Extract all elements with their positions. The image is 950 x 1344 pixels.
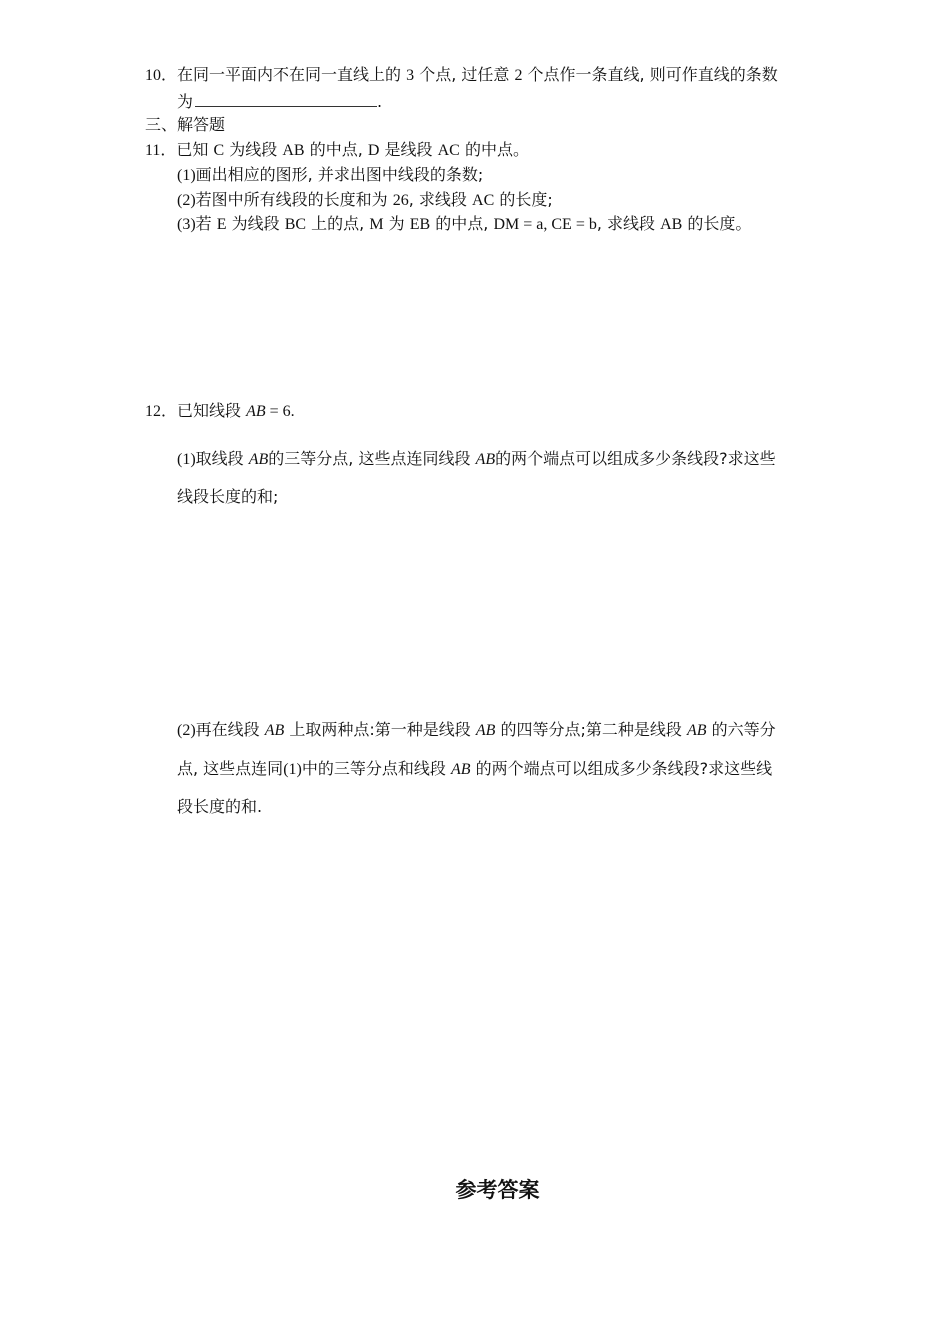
q11-part2-label: (2) [177, 192, 196, 209]
q10-period: . [377, 92, 383, 111]
q11-part3-text: 上的点, [306, 214, 370, 233]
q11-part3-formula: DM = a, CE = b [493, 216, 597, 233]
q11-part2-text: , 求线段 [408, 190, 473, 209]
q12-part2-label: (2) [177, 722, 196, 739]
q10-text-b: 个点, 过任意 [414, 65, 515, 84]
q11-part3-text: 为 [383, 214, 410, 233]
q12-part2-text: 中的三等分点和线段 [301, 759, 451, 778]
q11-part3-text: , 求线段 [596, 214, 661, 233]
q10-num-3: 3 [406, 67, 415, 84]
q10-line1 [145, 65, 778, 86]
q12-part2-var: AB [450, 761, 471, 778]
q12-part2-line1 [177, 720, 776, 741]
q11-part3-label: (3) [177, 216, 196, 233]
q12-part1-text: 的两个端点可以组成多少条线段?求这些 [495, 449, 776, 468]
q11-part2-num: 26 [392, 192, 409, 209]
section-heading: 三、解答题 [145, 115, 226, 134]
q11-text: 已知 [176, 140, 214, 159]
q10-num-2: 2 [514, 67, 523, 84]
q11-var: AB [282, 142, 305, 159]
q11-part3-var: E [216, 216, 227, 233]
q11-part3-text: 若 [195, 214, 217, 233]
q12-part1-var: AB [475, 451, 496, 468]
q11-part3-text: 的长度。 [682, 214, 752, 233]
q10-answer-blank[interactable] [195, 90, 377, 107]
answer-heading: 参考答案 [455, 1178, 540, 1202]
q10-text-d: 个点作一条直线, 则可作直线的条数 [522, 65, 778, 84]
q11-part3-var: M [369, 216, 384, 233]
q11-part1-text: 画出相应的图形, 并求出图中线段的条数; [195, 165, 484, 184]
q12-part2-line3: 段长度的和. [177, 797, 263, 816]
q10-line2 [177, 90, 382, 112]
q12-part2-line2 [177, 759, 772, 780]
q11-part2-var: AC [472, 192, 495, 209]
q11-var: C [213, 142, 225, 159]
q11-part1-label: (1) [177, 167, 196, 184]
q12-part2-ref: (1) [283, 761, 302, 778]
q11-part3-var: EB [409, 216, 431, 233]
q11-number: 11． [145, 142, 177, 159]
q11-text: 是线段 [379, 140, 438, 159]
q11-part3-text: 为线段 [226, 214, 285, 233]
q12-part1-label: (1) [177, 451, 196, 468]
q10-text-wei: 为 [177, 92, 194, 111]
q12-part2-text: 上取两种点:第一种是线段 [284, 720, 476, 739]
q11-text: 的中点, [304, 140, 368, 159]
q11-stem [145, 140, 529, 161]
q12-part1-text: 取线段 [195, 449, 249, 468]
q10-number: 10． [145, 67, 178, 84]
q12-part2-text: 再在线段 [195, 720, 265, 739]
q12-text: 已知线段 [177, 401, 247, 420]
q10-text-a: 在同一平面内不在同一直线上的 [177, 65, 407, 84]
q12-part2-var: AB [475, 722, 496, 739]
q11-part3 [177, 214, 751, 235]
q12-var: AB [246, 403, 266, 420]
q11-part1 [177, 165, 483, 186]
q11-part3-var: AB [660, 216, 683, 233]
q12-part1-line1 [177, 449, 776, 470]
q11-part3-var: BC [284, 216, 307, 233]
q12-part2-var: AB [687, 722, 707, 739]
q11-var: AC [437, 142, 460, 159]
q12-stem [145, 401, 295, 422]
q12-part2-text: 点, 这些点连同 [177, 759, 284, 778]
q12-part2-text: 的两个端点可以组成多少条线段?求这些线 [470, 759, 773, 778]
q12-part2-var: AB [264, 722, 285, 739]
q11-part2-text: 的长度; [494, 190, 553, 209]
q11-var: D [367, 142, 380, 159]
q12-part1-line2: 线段长度的和; [177, 487, 279, 506]
q11-part2-text: 若图中所有线段的长度和为 [195, 190, 393, 209]
q12-number: 12． [145, 403, 178, 420]
q12-part2-text: 的四等分点;第二种是线段 [495, 720, 687, 739]
q12-part1-text: 的三等分点, 这些点连同线段 [268, 449, 476, 468]
q11-text: 为线段 [224, 140, 283, 159]
q12-part1-var: AB [248, 451, 269, 468]
q12-text: = 6. [265, 403, 295, 420]
q11-part2 [177, 190, 553, 211]
q12-part2-text: 的六等分 [706, 720, 776, 739]
q11-part3-text: 的中点, [430, 214, 494, 233]
q11-text: 的中点。 [459, 140, 529, 159]
